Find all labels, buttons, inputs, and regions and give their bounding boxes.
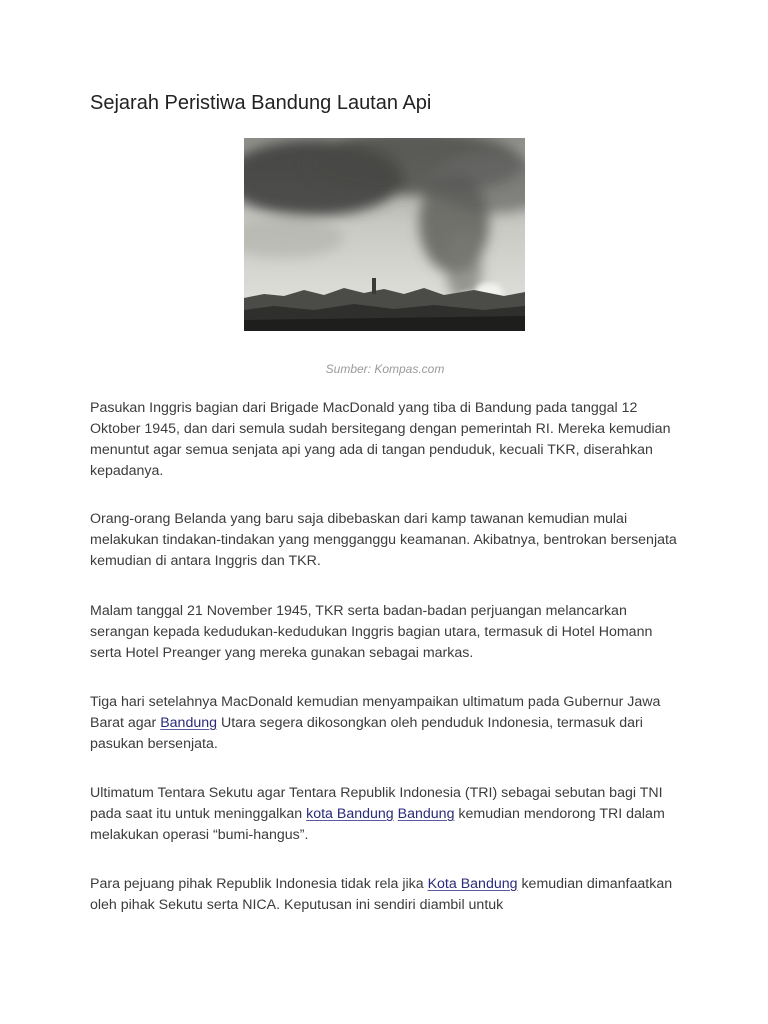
paragraph-6-text-before: Para pejuang pihak Republik Indonesia tidak rela jika [90,876,428,892]
paragraph-5-text-after: kemudian mendorong TRI dalam melakukan operasi “bumi-hangus”. [90,806,665,843]
link-kota-bandung-2[interactable]: Kota Bandung [427,876,518,892]
paragraph-4 [90,692,680,755]
link-kota-bandung[interactable]: kota Bandung [306,806,394,822]
link-bandung-2[interactable]: Bandung [397,806,455,822]
paragraph-4-text-after: Utara segera dikosongkan oleh penduduk Indonesia, termasuk dari pasukan bersenjata. [90,715,643,752]
link-bandung[interactable]: Bandung [160,715,218,731]
paragraph-5-text-before: Ultimatum Tentara Sekutu agar Tentara Republik Indonesia (TRI) sebagai sebutan bagi TNI pada saat itu untuk meninggalkan [90,785,663,822]
paragraph-3: Malam tanggal 21 November 1945, TKR serta badan-badan perjuangan melancarkan serangan kepada kedudukan-kedudukan Inggris bagian utara, termasuk di Hotel Homann serta Hotel Preanger yang mereka gunakan sebagai markas. [90,603,653,661]
paragraph-1: Pasukan Inggris bagian dari Brigade MacDonald yang tiba di Bandung pada tanggal 12 Oktober 1945, dan dari semula sudah bersitegang dengan pemerintah RI. Mereka kemudian menuntut agar semua senjata api yang ada di tangan penduduk, kecuali TKR, diserahkan kepadanya. [90,400,671,479]
paragraph-2: Orang-orang Belanda yang baru saja dibebaskan dari kamp tawanan kemudian mulai melakukan tindakan-tindakan yang mengganggu keamanan. Akibatnya, bentrokan bersenjata kemudian di antara Inggris dan TKR. [90,511,677,569]
article-photo [244,138,525,331]
photo-caption: Sumber: Kompas.com [325,362,445,376]
article-title: Sejarah Peristiwa Bandung Lautan Api [90,92,432,114]
paragraph-4-text-before: Tiga hari setelahnya MacDonald kemudian menyampaikan ultimatum pada Gubernur Jawa Barat agar [90,694,661,731]
paragraph-6 [90,874,680,916]
paragraph-5 [90,783,680,846]
paragraph-6-text-after: kemudian dimanfaatkan oleh pihak Sekutu serta NICA. Keputusan ini sendiri diambil untuk [90,876,673,913]
